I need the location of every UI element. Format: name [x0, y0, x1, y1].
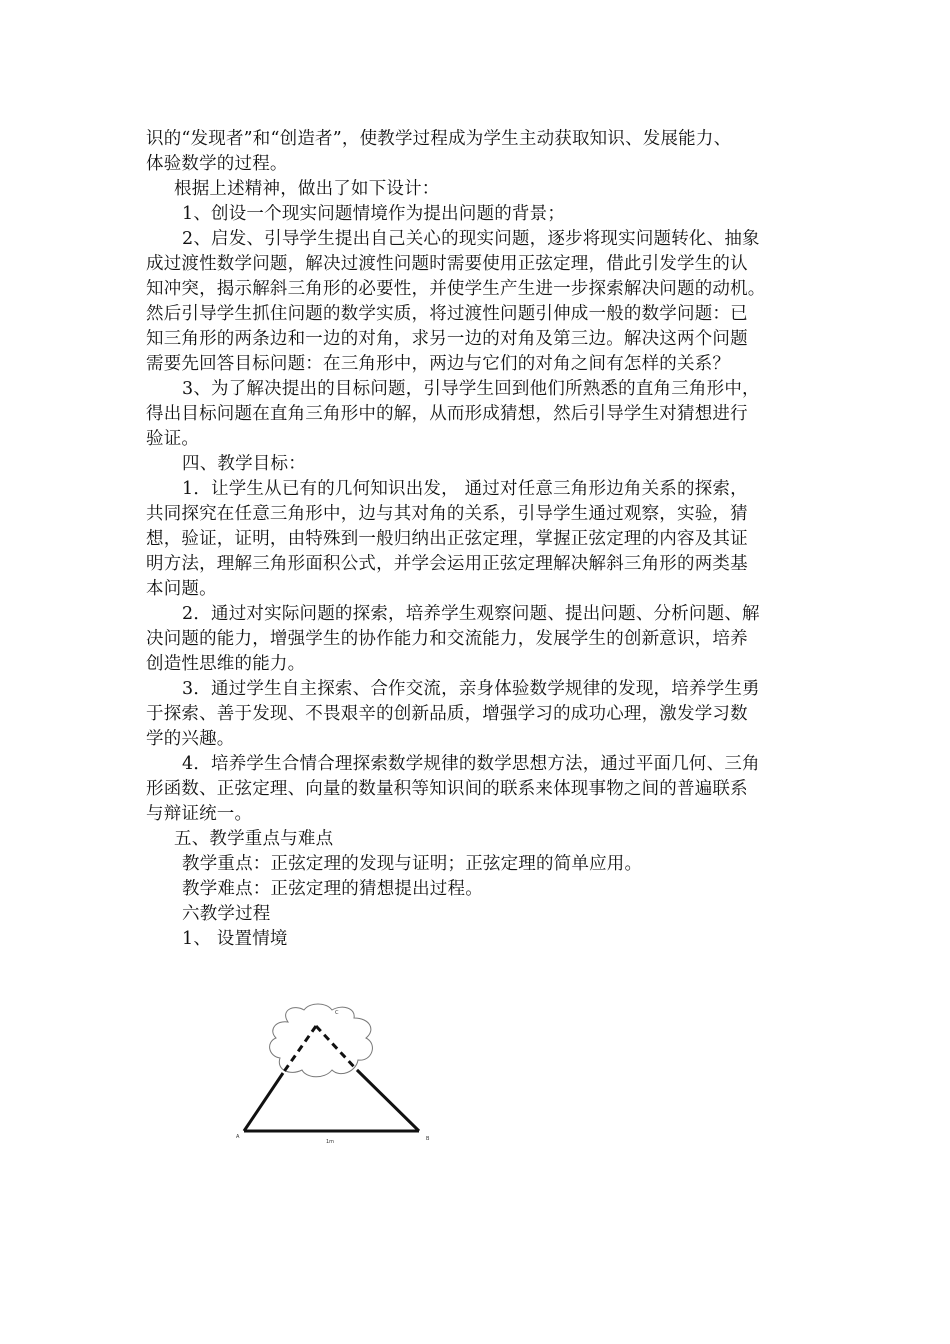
paragraph-line: 1、创设一个现实问题情境作为提出问题的背景；: [182, 204, 566, 224]
paragraph-line: 1．让学生从已有的几何知识出发， 通过对任意三角形边角关系的探索，: [182, 479, 748, 499]
paragraph-line: 教学难点：正弦定理的猜想提出过程。: [182, 879, 483, 899]
section-heading: 四、教学目标：: [182, 454, 306, 474]
paragraph-line: 验证。: [146, 429, 200, 449]
paragraph-line: 得出目标问题在直角三角形中的解，从而形成猜想，然后引导学生对猜想进行: [146, 404, 748, 424]
side-label-ab: 1m: [326, 1139, 335, 1145]
paragraph-line: 与辩证统一。: [146, 804, 253, 824]
paragraph-line: 2、启发、引导学生提出自己关心的现实问题，逐步将现实问题转化、抽象: [182, 229, 760, 249]
section-heading: 六教学过程: [182, 904, 271, 924]
paragraph-line: 决问题的能力，增强学生的协作能力和交流能力，发展学生的创新意识，培养: [146, 629, 748, 649]
paragraph-line: 3．通过学生自主探索、合作交流，亲身体验数学规律的发现，培养学生勇: [182, 679, 760, 699]
vertex-label-c: C: [335, 1010, 339, 1016]
paragraph-line: 本问题。: [146, 579, 217, 599]
paragraph-line: 知三角形的两条边和一边的对角，求另一边的对角及第三边。解决这两个问题: [146, 329, 748, 349]
paragraph-line: 需要先回答目标问题：在三角形中，两边与它们的对角之间有怎样的关系？: [146, 354, 731, 374]
paragraph-line: 于探索、善于发现、不畏艰辛的创新品质，增强学习的成功心理，激发学习数: [146, 704, 748, 724]
section-heading: 五、教学重点与难点: [174, 829, 334, 849]
paragraph-line: 形函数、正弦定理、向量的数量积等知识间的联系来体现事物之间的普遍联系: [146, 779, 748, 799]
paragraph-line: 4．培养学生合情合理探索数学规律的数学思想方法，通过平面几何、三角: [182, 754, 760, 774]
paragraph-line: 然后引导学生抓住问题的数学实质，将过渡性问题引伸成一般的数学问题：已: [146, 304, 748, 324]
paragraph-line: 2．通过对实际问题的探索，培养学生观察问题、提出问题、分析问题、解: [182, 604, 760, 624]
paragraph-line: 3、为了解决提出的目标问题，引导学生回到他们所熟悉的直角三角形中，: [182, 379, 760, 399]
paragraph-line: 创造性思维的能力。: [146, 654, 306, 674]
paragraph-line: 明方法，理解三角形面积公式，并学会运用正弦定理解决解斜三角形的两类基: [146, 554, 748, 574]
cloud-shape: [270, 1004, 373, 1077]
subsection-heading: 1、 设置情境: [182, 929, 288, 949]
triangle-figure: [230, 1000, 450, 1160]
paragraph-line: 共同探究在任意三角形中，边与其对角的关系，引导学生通过观察，实验，猜: [146, 504, 748, 524]
paragraph-line: 知冲突，揭示解斜三角形的必要性，并使学生产生进一步探索解决问题的动机。: [146, 279, 766, 299]
paragraph-line: 根据上述精神，做出了如下设计：: [174, 179, 440, 199]
vertex-label-b: B: [426, 1136, 430, 1142]
vertex-label-a: A: [236, 1134, 240, 1140]
paragraph-line: 识的“发现者”和“创造者”，使教学过程成为学生主动获取知识、发展能力、: [146, 129, 732, 149]
paragraph-line: 想，验证，证明，由特殊到一般归纳出正弦定理，掌握正弦定理的内容及其证: [146, 529, 748, 549]
paragraph-line: 教学重点：正弦定理的发现与证明；正弦定理的简单应用。: [182, 854, 643, 874]
side-bc: [357, 1070, 419, 1131]
paragraph-line: 成过渡性数学问题，解决过渡性问题时需要使用正弦定理，借此引发学生的认: [146, 254, 748, 274]
paragraph-line: 体验数学的过程。: [146, 154, 288, 174]
paragraph-line: 学的兴趣。: [146, 729, 235, 749]
side-ac: [244, 1073, 283, 1131]
